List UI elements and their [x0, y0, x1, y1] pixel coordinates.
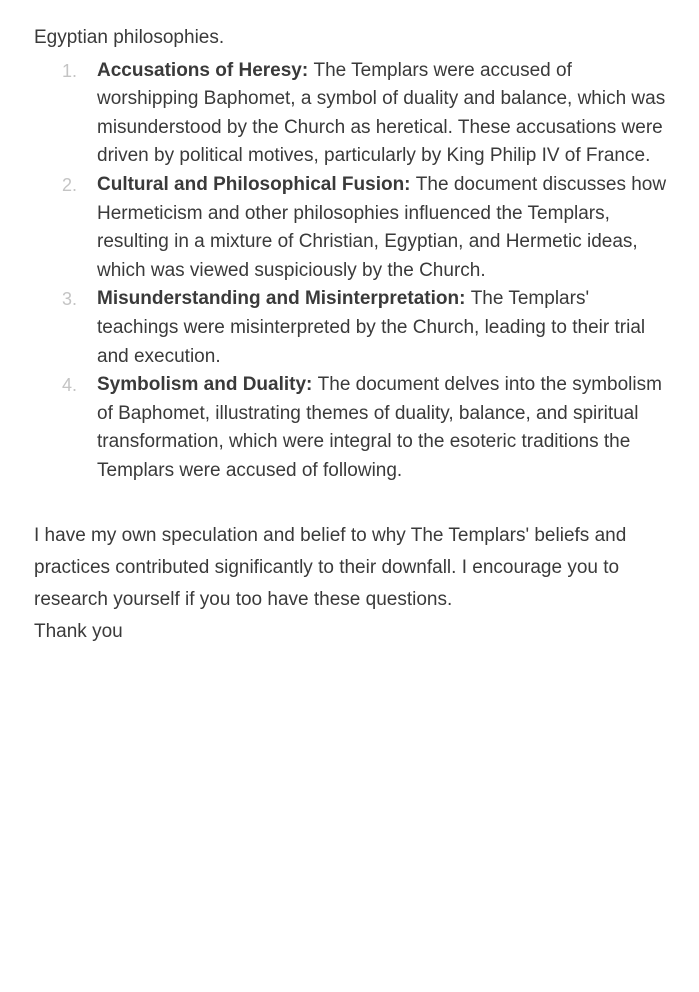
closing-paragraph: I have my own speculation and belief to why The Templars' beliefs and practices contributed significantly to their downfall. I encourage you to research yourself if you too have these questions.	[34, 524, 627, 611]
closing-section	[34, 520, 674, 649]
list-item-body: The document delves into the symbolism of Baphomet, illustrating themes of duality, balance, and spiritual transformation, which were integral to the esoteric traditions the Templars were accused of following.	[97, 374, 662, 481]
list-item-number: 1.	[62, 60, 78, 81]
list-item-body: The Templars' teachings were misinterpreted by the Church, leading to their trial and execution.	[97, 288, 646, 367]
list-item-number: 3.	[62, 289, 78, 310]
list-item-number: 4.	[62, 375, 78, 396]
list-item	[34, 371, 674, 485]
signoff-text: Thank you	[34, 621, 123, 643]
list-item-body: The Templars were accused of worshipping Baphomet, a symbol of duality and balance, which was misunderstood by the Church as heretical. These accusations were driven by political motives, particularly by King Philip IV of France.	[97, 59, 666, 167]
intro-text: Egyptian philosophies.	[34, 27, 225, 48]
message-content	[34, 24, 674, 649]
list-item-number: 2.	[62, 174, 78, 195]
list-item-title: Misunderstanding and Misinterpretation:	[97, 288, 471, 310]
list-item	[34, 171, 674, 285]
list-item	[34, 285, 674, 371]
list-item-title: Symbolism and Duality:	[97, 374, 318, 396]
list-item	[34, 57, 674, 171]
list-item-title: Accusations of Heresy:	[97, 59, 314, 81]
numbered-list	[34, 57, 674, 486]
list-item-title: Cultural and Philosophical Fusion:	[97, 173, 416, 195]
list-item-body: The document discusses how Hermeticism and other philosophies influenced the Templars, resulting in a mixture of Christian, Egyptian, and Hermetic ideas, which was viewed suspiciously by the Church.	[97, 173, 667, 281]
